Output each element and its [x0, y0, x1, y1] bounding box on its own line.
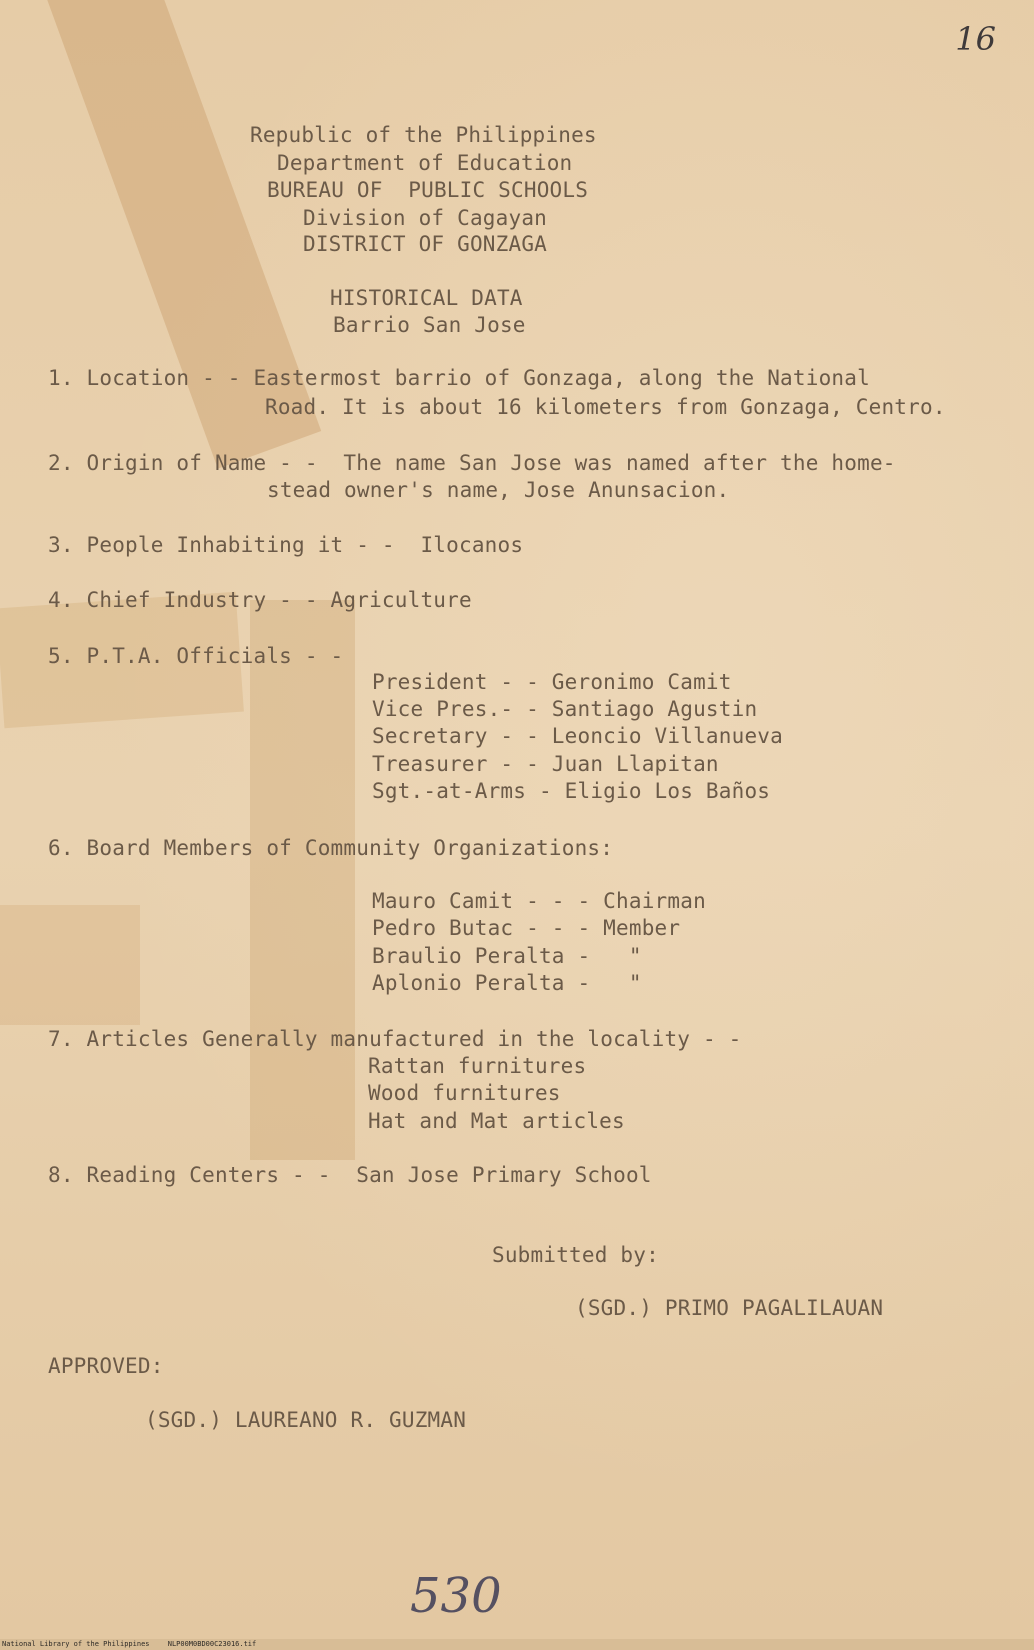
submitted-by-name: (SGD.) PRIMO PAGALILAUAN — [575, 1296, 884, 1320]
pta-vice-president: Vice Pres.- - Santiago Agustin — [372, 697, 758, 721]
archive-footer — [0, 1639, 1034, 1650]
item-people: 3. People Inhabiting it - - Ilocanos — [48, 533, 524, 557]
item-articles: 7. Articles Generally manufactured in the locality - - — [48, 1027, 742, 1051]
adhesive-tape-left-lower — [0, 905, 140, 1025]
board-member-1: Mauro Camit - - - Chairman — [372, 889, 706, 913]
board-member-2: Pedro Butac - - - Member — [372, 916, 681, 940]
approved-label: APPROVED: — [48, 1354, 164, 1378]
board-member-3: Braulio Peralta - " — [372, 944, 642, 968]
item-pta-officials: 5. P.T.A. Officials - - — [48, 644, 344, 668]
document-subtitle: Barrio San Jose — [333, 313, 526, 337]
header-department: Department of Education — [277, 151, 573, 175]
header-bureau: BUREAU OF PUBLIC SCHOOLS — [267, 178, 589, 202]
item-origin-of-name: 2. Origin of Name - - The name San Jose was named after the home- — [48, 451, 896, 475]
item-location: 1. Location - - Eastermost barrio of Gonzaga, along the National — [48, 366, 870, 390]
pta-president: President - - Geronimo Camit — [372, 670, 732, 694]
pta-treasurer: Treasurer - - Juan Llapitan — [372, 752, 719, 776]
header-division: Division of Cagayan — [303, 206, 548, 230]
board-member-4: Aplonio Peralta - " — [372, 971, 642, 995]
article-3: Hat and Mat articles — [368, 1109, 625, 1133]
adhesive-tape-center — [250, 600, 355, 1160]
pta-secretary: Secretary - - Leoncio Villanueva — [372, 724, 783, 748]
item-board-members: 6. Board Members of Community Organizations: — [48, 836, 614, 860]
article-1: Rattan furnitures — [368, 1054, 587, 1078]
article-2: Wood furnitures — [368, 1081, 561, 1105]
footer-library: National Library of the Philippines — [2, 1640, 150, 1648]
pta-sergeant-at-arms: Sgt.-at-Arms - Eligio Los Baños — [372, 779, 771, 803]
item-location-cont: Road. It is about 16 kilometers from Gonzaga, Centro. — [265, 395, 946, 419]
handwritten-number: 530 — [410, 1568, 502, 1624]
item-reading-centers: 8. Reading Centers - - San Jose Primary School — [48, 1163, 652, 1187]
item-chief-industry: 4. Chief Industry - - Agriculture — [48, 588, 472, 612]
page-number: 16 — [955, 20, 996, 58]
submitted-by-label: Submitted by: — [492, 1243, 659, 1267]
footer-filename: NLP00M0BD00C23016.tif — [167, 1640, 257, 1648]
header-republic: Republic of the Philippines — [250, 123, 597, 147]
approved-name: (SGD.) LAUREANO R. GUZMAN — [145, 1408, 467, 1432]
header-district: DISTRICT OF GONZAGA — [303, 232, 548, 256]
document-title: HISTORICAL DATA — [330, 286, 523, 310]
item-origin-of-name-cont: stead owner's name, Jose Anunsacion. — [267, 478, 730, 502]
